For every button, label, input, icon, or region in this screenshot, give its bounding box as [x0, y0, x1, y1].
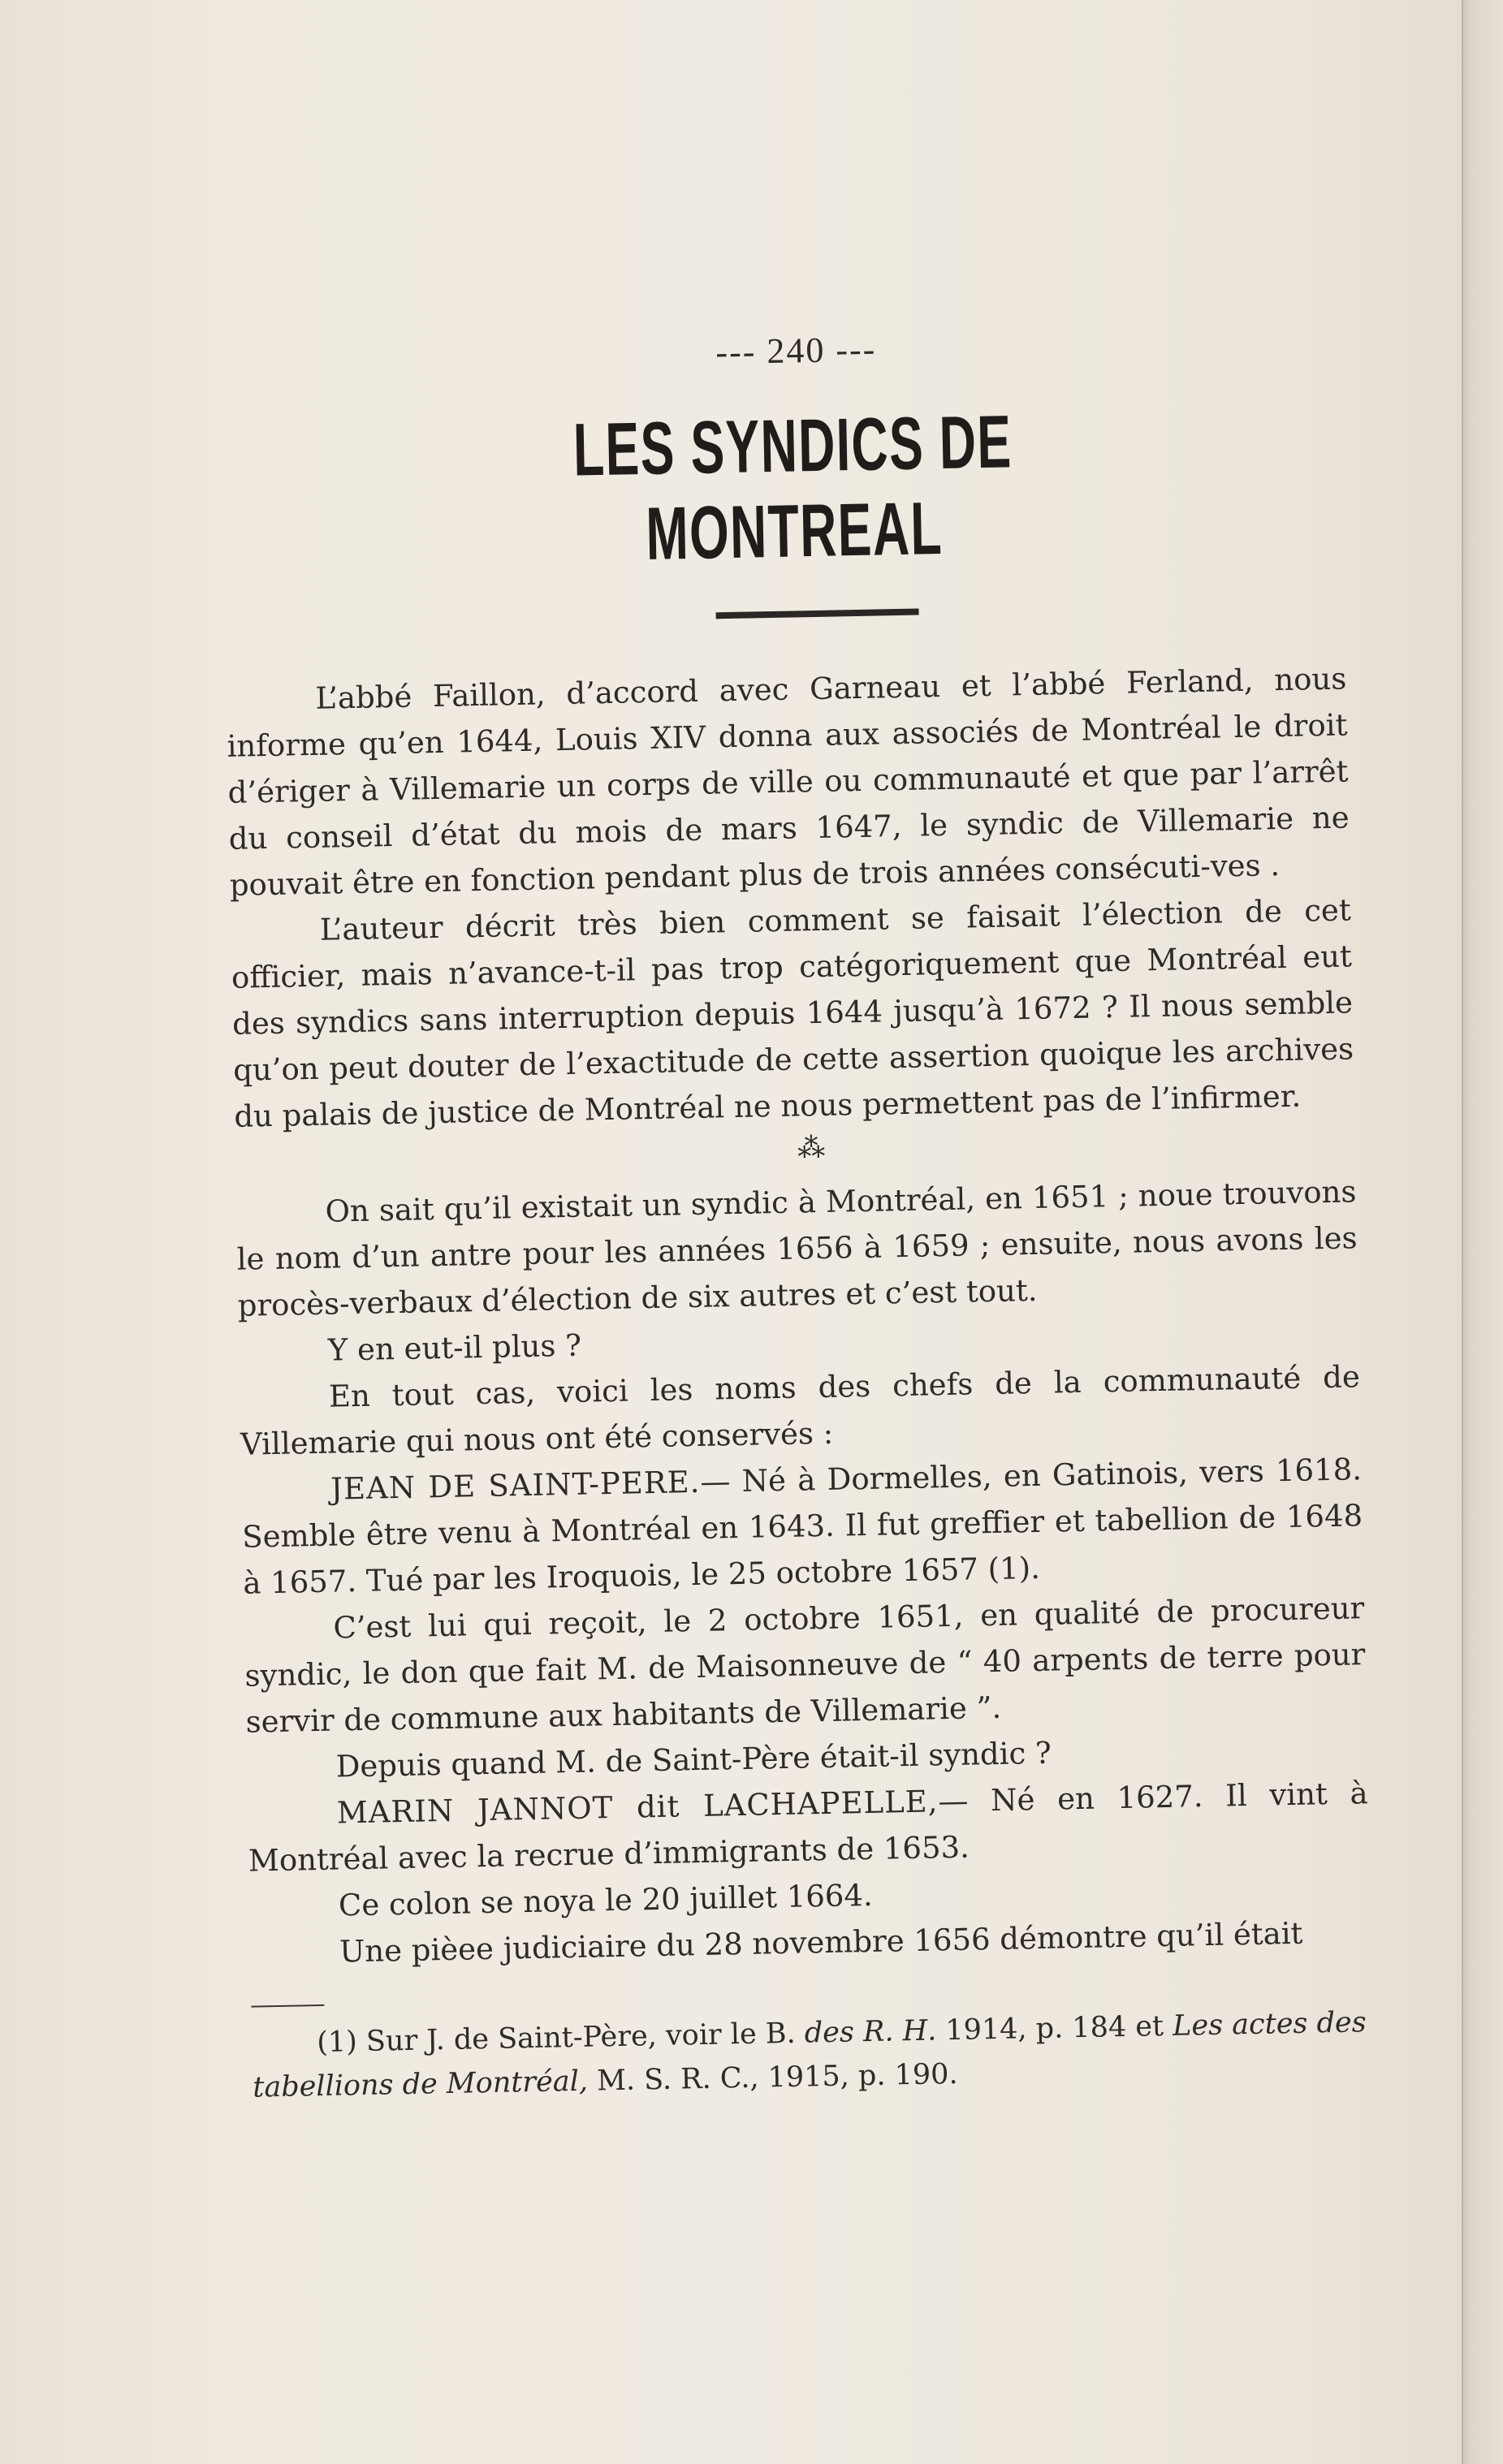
entry-text-saint-pere: — Né à Dormelles, en Gatinois, vers 1618. Semble être venu à Montréal en 1643. Il fut greffier et tabellion de 1648 à 1657. Tué par les Iroquois, le 25 octobre 1657 (1). — [241, 1452, 1363, 1601]
footnote-marker: (1) — [316, 2026, 358, 2060]
paragraph-6 — [241, 1446, 1364, 1606]
footnote-text-b: 1914, p. 184 et — [945, 2010, 1164, 2048]
paragraph-5: En tout cas, voici les noms des chefs de la communauté de Villemarie qui nous ont été conservés : — [240, 1359, 1361, 1462]
paragraph-3: On sait qu’il existait un syndic à Montréal, en 1651 ; noue trouvons le nom d’un antre pour les années 1656 à 1659 ; ensuite, nous avons les procès-verbaux d’élection de six autres et c’est tout. — [236, 1174, 1358, 1323]
paragraph-8: Depuis quand M. de Saint-Père était-il syndic ? — [335, 1735, 1052, 1784]
footnote-text-c: M. S. R. C., 1915, p. 190. — [596, 2057, 958, 2098]
title-rule — [716, 609, 919, 619]
paragraph-4: Y en eut-il plus ? — [327, 1327, 582, 1368]
paragraph-2: L’auteur décrit très bien comment se faisait l’élection de cet officier, mais n’avance-t-il pas trop catégoriquement que Montréal eut des syndics sans interruption depuis 1644 jusqu’à 1672 ? Il nous semble qu’on peut douter de l’exactitude de cette assertion quoique les archives du palais de justice de Montréal ne nous permettent pas de l’infirmer. — [231, 892, 1354, 1134]
page-number: --- 240 --- — [715, 329, 877, 373]
paragraph-7: C’est lui qui reçoit, le 2 octobre 1651, en qualité de procureur syndic, le don que fait M. de Maisonneuve de “ 40 arpents de terre pour servir de commune aux habitants de Villemarie ”. — [244, 1590, 1366, 1740]
footnote-italic-b: Les actes des tabellions de Montréal, — [252, 2006, 1367, 2104]
page-content — [219, 320, 1374, 2110]
entry-name-jannot: MARIN JANNOT dit LACHAPELLE, — [336, 1784, 939, 1831]
asterism-separator: ⁂ — [797, 1131, 826, 1165]
paragraph-1: L’abbé Faillon, d’accord avec Garneau et l’abbé Ferland, nous informe qu’en 1644, Louis XIV donna aux associés de Montréal le droit d’ériger à Villemarie un corps de ville ou communauté et que par l’arrêt du conseil d’état du mois de mars 1647, le syndic de Villemarie ne pouvait être en fonction pendant plus de trois années consécuti-ves . — [227, 661, 1350, 903]
footnote-text-a: Sur J. de Saint-Père, voir le B. — [365, 2017, 797, 2058]
footnote-italic-a: des R. H. — [804, 2014, 937, 2050]
entry-text-jannot: — Né en 1627. Il vint à Montréal avec la recrue d’immigrants de 1653. — [248, 1776, 1369, 1879]
footnote-rule — [251, 2004, 324, 2008]
paragraph-11: Une pièee judiciaire du 28 novembre 1656 démontre qu’il était — [339, 1915, 1303, 1970]
paragraph-10: Ce colon se noya le 20 juillet 1664. — [338, 1877, 874, 1923]
adjacent-page-edge — [1462, 0, 1503, 2464]
entry-name-saint-pere: JEAN DE SAINT-PERE. — [330, 1464, 701, 1507]
page-title: LES SYNDICS DE MONTREAL — [572, 400, 1013, 576]
